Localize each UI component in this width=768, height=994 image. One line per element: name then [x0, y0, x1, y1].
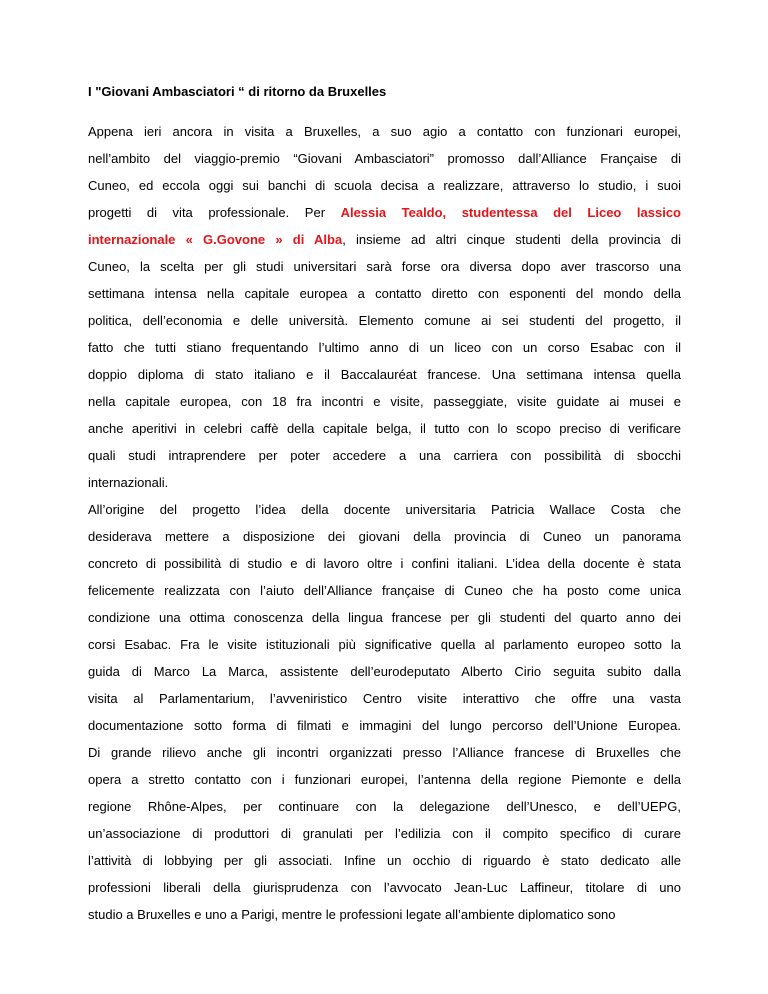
- text-line: [88, 496, 681, 523]
- text-line: [88, 739, 681, 766]
- text-segment: progetti di vita professionale. Per: [88, 205, 341, 220]
- text-line: [88, 685, 681, 712]
- text-segment: visita al Parlamentarium, l’avveniristico Centro visite interattivo che offre una vasta: [88, 691, 681, 706]
- text-line: [88, 550, 681, 577]
- text-segment: fatto che tutti stiano frequentando l’ultimo anno di un liceo con un corso Esabac con il: [88, 340, 681, 355]
- text-segment: internazionali.: [88, 475, 169, 490]
- highlighted-text: internazionale « G.Govone » di Alba: [88, 232, 343, 247]
- text-line: [88, 901, 681, 928]
- text-segment: settimana intensa nella capitale europea a contatto diretto con esponenti del mondo della: [88, 286, 681, 301]
- text-segment: studio a Bruxelles e uno a Parigi, mentre le professioni legate all’ambiente diplomatico sono: [88, 907, 616, 922]
- text-segment: anche aperitivi in celebri caffè della capitale belga, il tutto con lo scopo preciso di verificare: [88, 421, 681, 436]
- text-segment: , insieme ad altri cinque studenti della provincia di: [342, 232, 681, 247]
- text-segment: quali studi intraprendere per poter accedere a una carriera con possibilità di sbocchi: [88, 448, 681, 463]
- text-segment: un’associazione di produttori di granulati per l’edilizia con il compito specifico di curare: [88, 826, 681, 841]
- text-line: [88, 793, 681, 820]
- text-segment: desiderava mettere a disposizione dei giovani della provincia di Cuneo un panorama: [88, 529, 681, 544]
- text-line: [88, 847, 681, 874]
- text-line: [88, 361, 681, 388]
- text-segment: professioni liberali della giurisprudenza con l’avvocato Jean-Luc Laffineur, titolare di uno: [88, 880, 681, 895]
- text-line: [88, 577, 681, 604]
- text-line: [88, 469, 681, 496]
- text-segment: Di grande rilievo anche gli incontri organizzati presso l’Alliance francese di Bruxelles che: [88, 745, 681, 760]
- text-line: [88, 874, 681, 901]
- text-line: [88, 145, 681, 172]
- text-segment: Cuneo, la scelta per gli studi universitari sarà forse ora diversa dopo aver trascorso una: [88, 259, 681, 274]
- text-segment: politica, dell’economia e delle università. Elemento comune ai sei studenti del progetto, il: [88, 313, 681, 328]
- text-segment: Appena ieri ancora in visita a Bruxelles, a suo agio a contatto con funzionari europei,: [88, 124, 681, 139]
- text-segment: condizione una ottima conoscenza della lingua francese per gli studenti del quarto anno dei: [88, 610, 681, 625]
- text-line: [88, 820, 681, 847]
- text-segment: felicemente realizzata con l’aiuto dell’Alliance française di Cuneo che ha posto come unica: [88, 583, 681, 598]
- text-segment: guida di Marco La Marca, assistente dell’eurodeputato Alberto Cirio seguita subito dalla: [88, 664, 681, 679]
- text-line: [88, 226, 681, 253]
- paragraph: [88, 496, 681, 928]
- text-line: [88, 766, 681, 793]
- text-line: [88, 118, 681, 145]
- text-segment: concreto di possibilità di studio e di lavoro oltre i confini italiani. L’idea della docente è stata: [88, 556, 681, 571]
- paragraph: [88, 118, 681, 496]
- text-segment: l’attività di lobbying per gli associati. Infine un occhio di riguardo è stato dedicato alle: [88, 853, 681, 868]
- highlighted-text: Alessia Tealdo, studentessa del Liceo lassico: [340, 205, 681, 220]
- text-line: [88, 280, 681, 307]
- text-line: [88, 253, 681, 280]
- text-line: [88, 658, 681, 685]
- text-segment: opera a stretto contatto con i funzionari europei, l’antenna della regione Piemonte e della: [88, 772, 681, 787]
- text-line: [88, 631, 681, 658]
- text-segment: Cuneo, ed eccola oggi sui banchi di scuola decisa a realizzare, attraverso lo studio, i suoi: [88, 178, 681, 193]
- document-body: [88, 118, 681, 928]
- text-line: [88, 604, 681, 631]
- text-segment: doppio diploma di stato italiano e il Baccalauréat francese. Una settimana intensa quella: [88, 367, 681, 382]
- text-line: [88, 442, 681, 469]
- text-line: [88, 172, 681, 199]
- text-segment: All’origine del progetto l’idea della docente universitaria Patricia Wallace Costa che: [88, 502, 681, 517]
- text-segment: regione Rhône-Alpes, per continuare con la delegazione dell’Unesco, e dell’UEPG,: [88, 799, 681, 814]
- text-line: [88, 523, 681, 550]
- text-line: [88, 415, 681, 442]
- text-segment: documentazione sotto forma di filmati e immagini del lungo percorso dell’Unione Europea.: [88, 718, 681, 733]
- text-segment: nella capitale europea, con 18 fra incontri e visite, passeggiate, visite guidate ai musei e: [88, 394, 681, 409]
- text-line: [88, 334, 681, 361]
- text-segment: corsi Esabac. Fra le visite istituzionali più significative quella al parlamento europeo sotto la: [88, 637, 681, 652]
- text-line: [88, 307, 681, 334]
- text-line: [88, 712, 681, 739]
- document-title: I "Giovani Ambasciatori “ di ritorno da Bruxelles: [88, 84, 387, 99]
- text-line: [88, 199, 681, 226]
- text-line: [88, 388, 681, 415]
- text-segment: nell’ambito del viaggio-premio “Giovani Ambasciatori” promosso dall’Alliance Française di: [88, 151, 681, 166]
